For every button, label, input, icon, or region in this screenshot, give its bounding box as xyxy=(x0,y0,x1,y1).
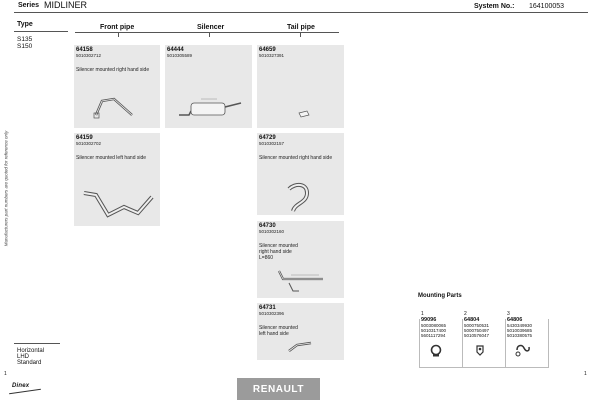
mounting-ref: 5010039685 xyxy=(507,328,533,333)
front-pipe-drawing xyxy=(92,93,136,121)
series-label: Series xyxy=(18,2,40,9)
page-number-right: 1 xyxy=(584,371,587,377)
oem-reference: 5010305589 xyxy=(167,53,193,58)
part-number: 64729 xyxy=(259,135,276,141)
mounting-part-number[interactable]: 64804 xyxy=(464,317,480,323)
mounting-part-number[interactable]: 64806 xyxy=(507,317,523,323)
oem-reference: 5010302160 xyxy=(259,229,285,234)
specs-divider xyxy=(14,343,60,344)
tail-pipe-clamp-drawing xyxy=(297,109,311,119)
logo-swoosh xyxy=(9,389,41,394)
type-divider xyxy=(14,31,68,32)
column-front-pipe: Front pipe xyxy=(100,24,135,31)
part-description: Silencer mounted right hand side xyxy=(259,155,333,161)
mounting-ref: 5010576047 xyxy=(464,333,490,338)
mounting-ref: 5003080065 xyxy=(421,323,447,328)
part-description: right hand side xyxy=(259,249,292,255)
column-tail-pipe: Tail pipe xyxy=(287,24,315,31)
oem-reference: 5010302396 xyxy=(259,311,285,316)
tail-pipe-drawing xyxy=(275,265,329,293)
mounting-part-number[interactable]: 99096 xyxy=(421,317,437,323)
mounting-ref: 5010380575 xyxy=(507,333,533,338)
part-number: 64731 xyxy=(259,305,276,311)
front-pipe-drawing xyxy=(80,185,156,223)
part-number: 64659 xyxy=(259,47,276,53)
mounting-index: 1 xyxy=(421,311,424,317)
dinex-logo: Dinex xyxy=(12,383,30,389)
series-value: MIDLINER xyxy=(44,0,88,10)
reference-disclaimer-text: Manufacturers part numbers are quoted for reference only xyxy=(3,130,9,247)
mounting-ref: 5601117294 xyxy=(421,333,446,338)
spec-item: LHD xyxy=(17,354,30,360)
system-number-value: 164100053 xyxy=(529,3,565,10)
part-card-64159[interactable] xyxy=(74,133,160,226)
oem-reference: 5010327391 xyxy=(259,53,285,58)
part-card-64729[interactable] xyxy=(257,133,344,215)
column-tick xyxy=(300,32,301,37)
part-description: Silencer mounted right hand side xyxy=(76,67,150,73)
part-card-64659[interactable] xyxy=(257,45,344,128)
mounting-ref: 5010317400 xyxy=(421,328,447,333)
part-number: 64444 xyxy=(167,47,184,53)
column-tick xyxy=(209,32,210,37)
part-card-64158[interactable] xyxy=(74,45,160,128)
mounting-index: 2 xyxy=(464,311,467,317)
brand-name: RENAULT xyxy=(252,384,305,395)
part-description: Silencer mounted xyxy=(259,243,298,249)
mounting-ref: 5430349930 xyxy=(507,323,533,328)
mounting-ref: 5000750497 xyxy=(464,328,490,333)
spec-item: Horizontal xyxy=(17,348,45,354)
column-tick xyxy=(118,32,119,37)
part-card-64730[interactable] xyxy=(257,221,344,298)
bracket-icon xyxy=(474,343,486,357)
part-description: left hand side xyxy=(259,331,289,337)
mounting-parts-title: Mounting Parts xyxy=(418,293,462,299)
part-number: 64159 xyxy=(76,135,93,141)
part-number: 64158 xyxy=(76,47,93,53)
type-item: S135 xyxy=(17,36,33,43)
part-description: Silencer mounted left hand side xyxy=(76,155,147,161)
clamp-icon xyxy=(428,343,444,357)
silencer-drawing xyxy=(175,93,245,121)
spec-item: Standard xyxy=(17,360,42,366)
part-card-64444[interactable] xyxy=(165,45,252,128)
oem-reference: 5010302157 xyxy=(259,141,285,146)
hanger-icon xyxy=(514,342,532,358)
type-heading: Type xyxy=(17,21,33,28)
part-card-64731[interactable] xyxy=(257,303,344,360)
mounting-ref: 5000750531 xyxy=(464,323,490,328)
mounting-index: 3 xyxy=(507,311,510,317)
part-number: 64730 xyxy=(259,223,276,229)
part-description: Silencer mounted xyxy=(259,325,298,331)
oem-reference: 5010302702 xyxy=(76,141,102,146)
tail-pipe-drawing xyxy=(285,339,315,355)
part-length: L=860 xyxy=(259,255,274,261)
reference-disclaimer xyxy=(2,40,10,340)
oem-reference: 5010302712 xyxy=(76,53,102,58)
type-item: S150 xyxy=(17,43,33,50)
column-silencer: Silencer xyxy=(197,24,225,31)
system-number-label: System No.: xyxy=(474,3,515,10)
header-divider xyxy=(14,12,588,13)
page-number-left: 1 xyxy=(4,371,7,377)
tail-pipe-drawing xyxy=(285,181,313,213)
